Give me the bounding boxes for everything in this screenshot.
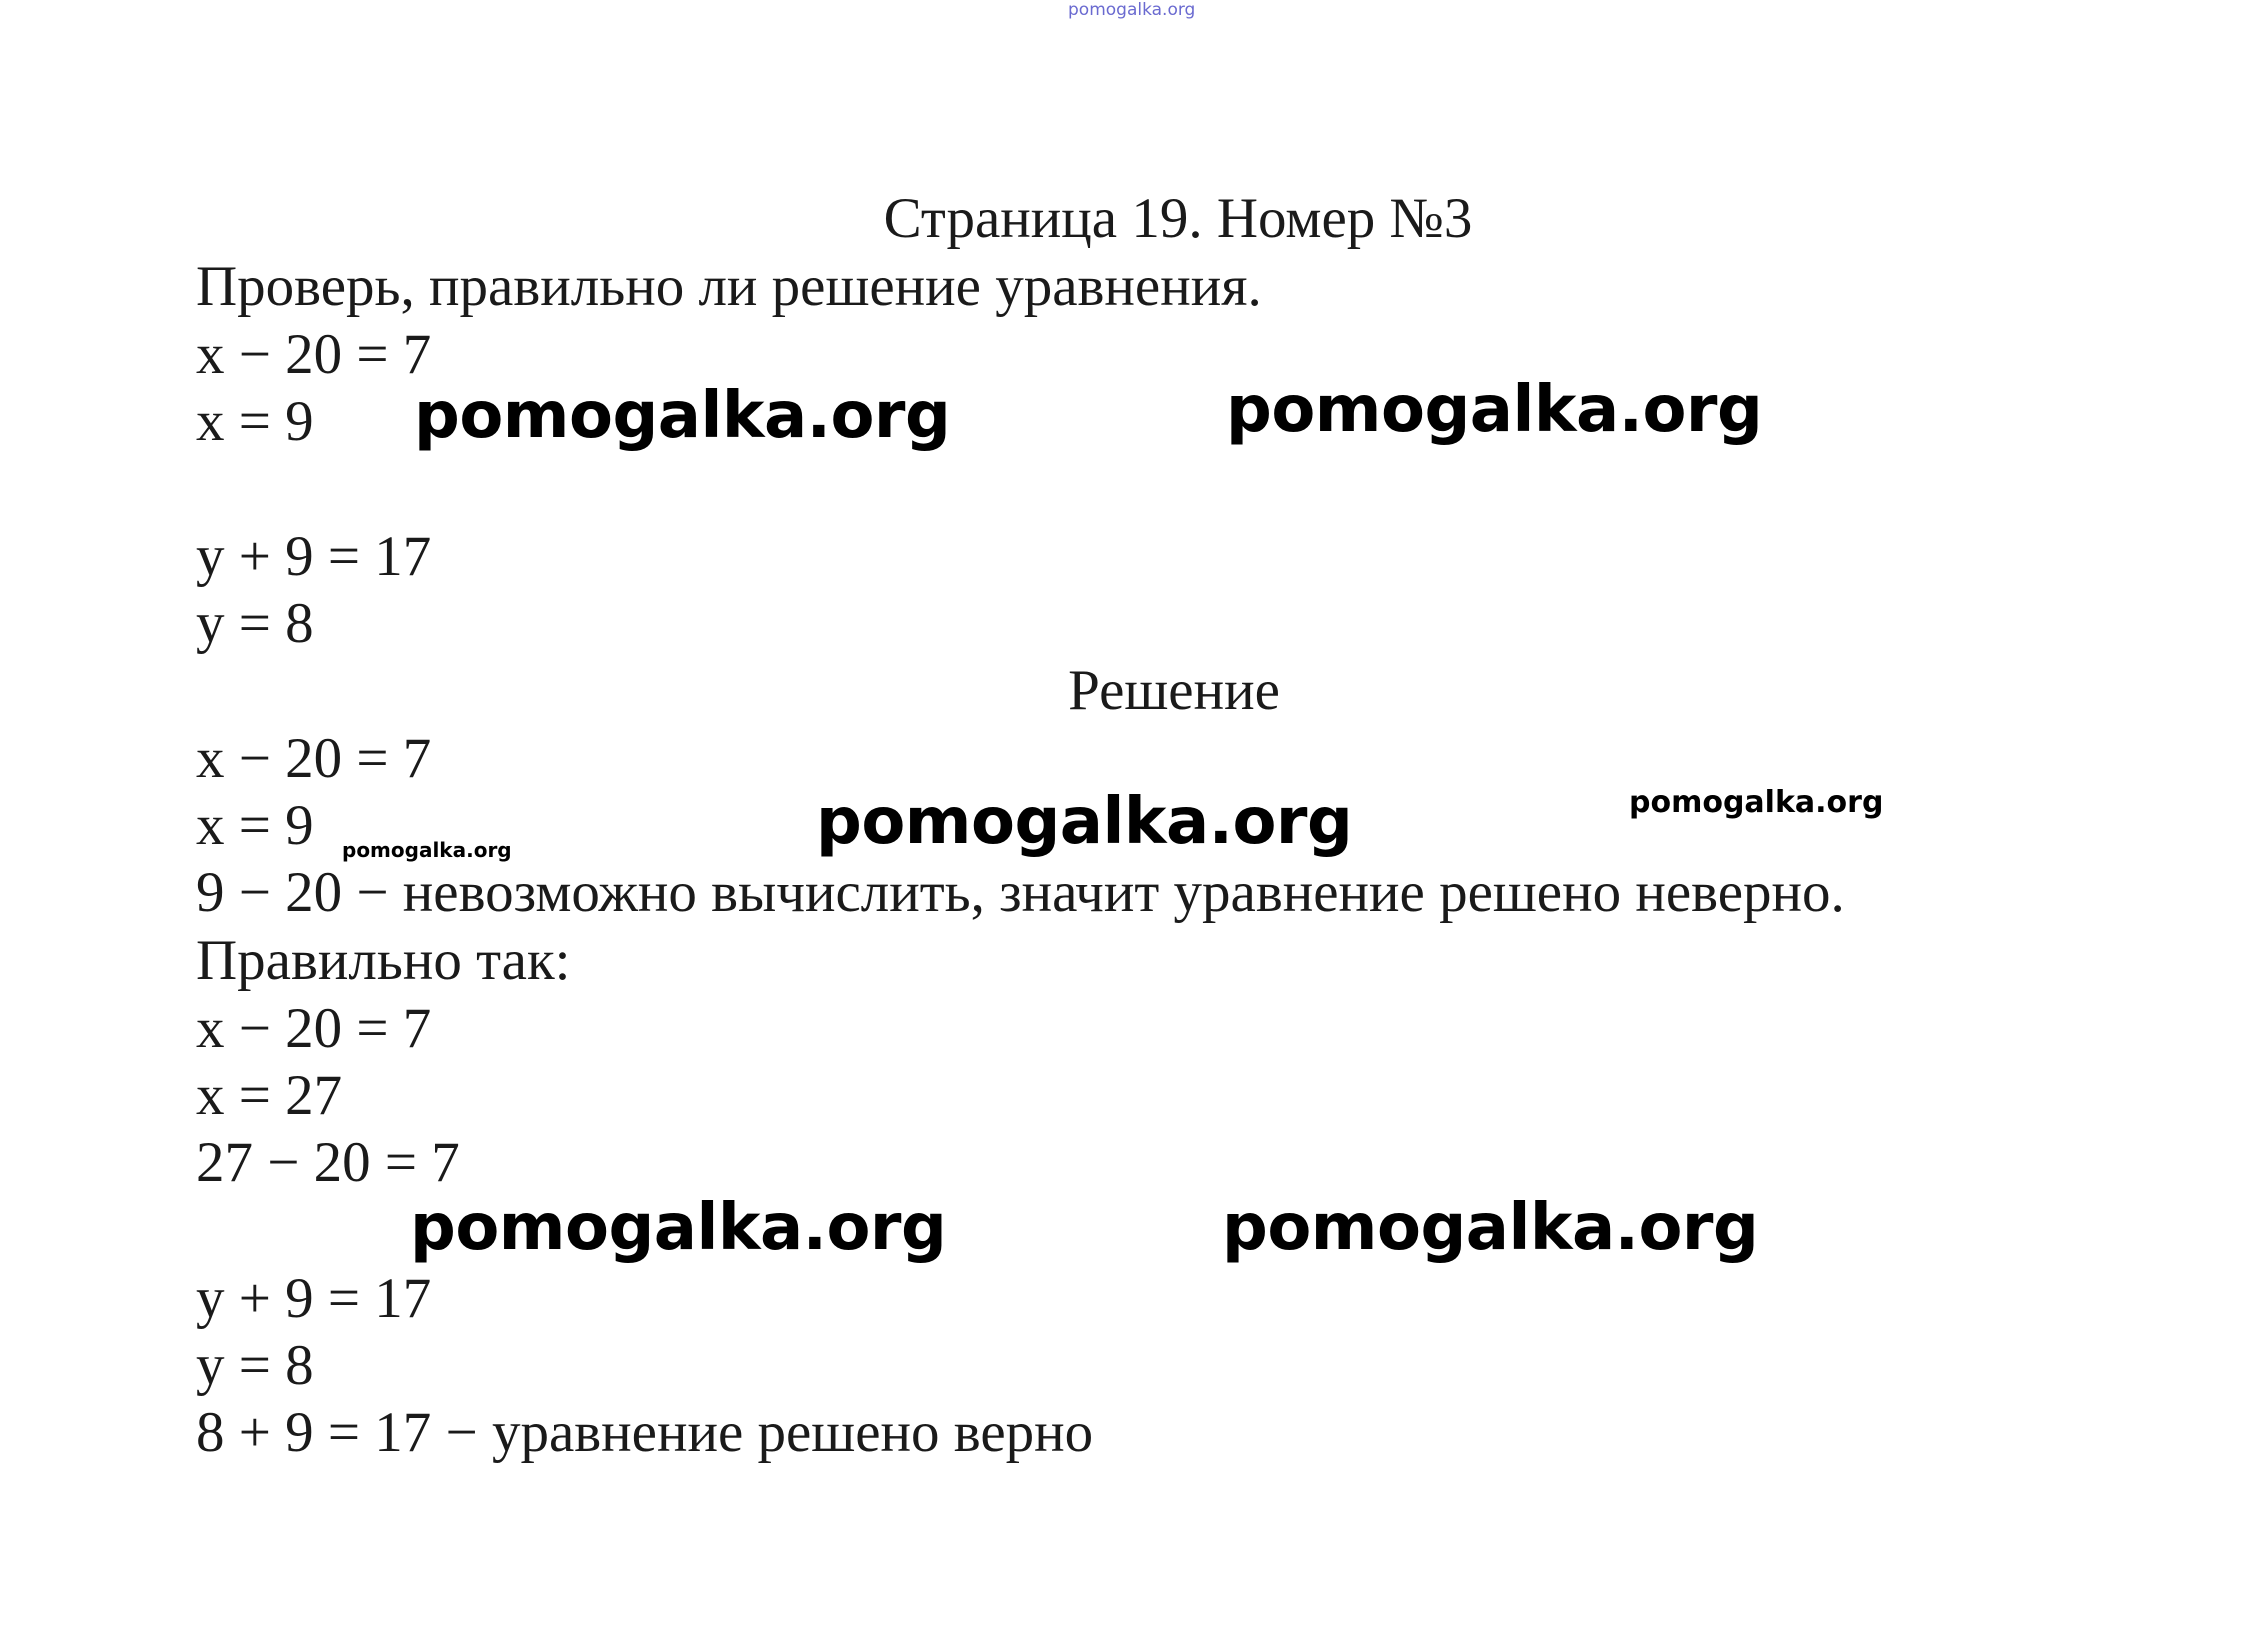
solution-answer-1: x = 9 [196, 794, 314, 857]
correct-equation: x − 20 = 7 [196, 997, 432, 1060]
given-equation-2: y + 9 = 17 [196, 525, 432, 588]
solution-check-1: 9 − 20 − невозможно вычислить, значит уравнение решено неверно. [196, 861, 1845, 924]
correct-answer: x = 27 [196, 1064, 343, 1127]
watermark: pomogalka.org [1629, 785, 1884, 820]
correct-check: 27 − 20 = 7 [196, 1131, 460, 1194]
watermark: pomogalka.org [342, 838, 512, 862]
given-answer-2: y = 8 [196, 592, 314, 655]
given-answer-1: x = 9 [196, 390, 314, 453]
watermark: pomogalka.org [414, 379, 951, 453]
given-equation-1: x − 20 = 7 [196, 323, 432, 386]
solution-equation-1: x − 20 = 7 [196, 727, 432, 790]
solution-equation-2: y + 9 = 17 [196, 1267, 432, 1330]
correct-label: Правильно так: [196, 929, 571, 992]
solution-heading: Решение [1068, 659, 1280, 722]
watermark: pomogalka.org [816, 785, 1353, 859]
solution-check-2: 8 + 9 = 17 − уравнение решено верно [196, 1401, 1094, 1464]
task-text: Проверь, правильно ли решение уравнения. [196, 255, 1262, 318]
watermark: pomogalka.org [1222, 1191, 1759, 1265]
page-title: Страница 19. Номер №3 [883, 187, 1473, 250]
watermark: pomogalka.org [1226, 373, 1763, 447]
header-watermark: pomogalka.org [1068, 0, 1196, 20]
solution-answer-2: y = 8 [196, 1334, 314, 1397]
watermark: pomogalka.org [410, 1191, 947, 1265]
